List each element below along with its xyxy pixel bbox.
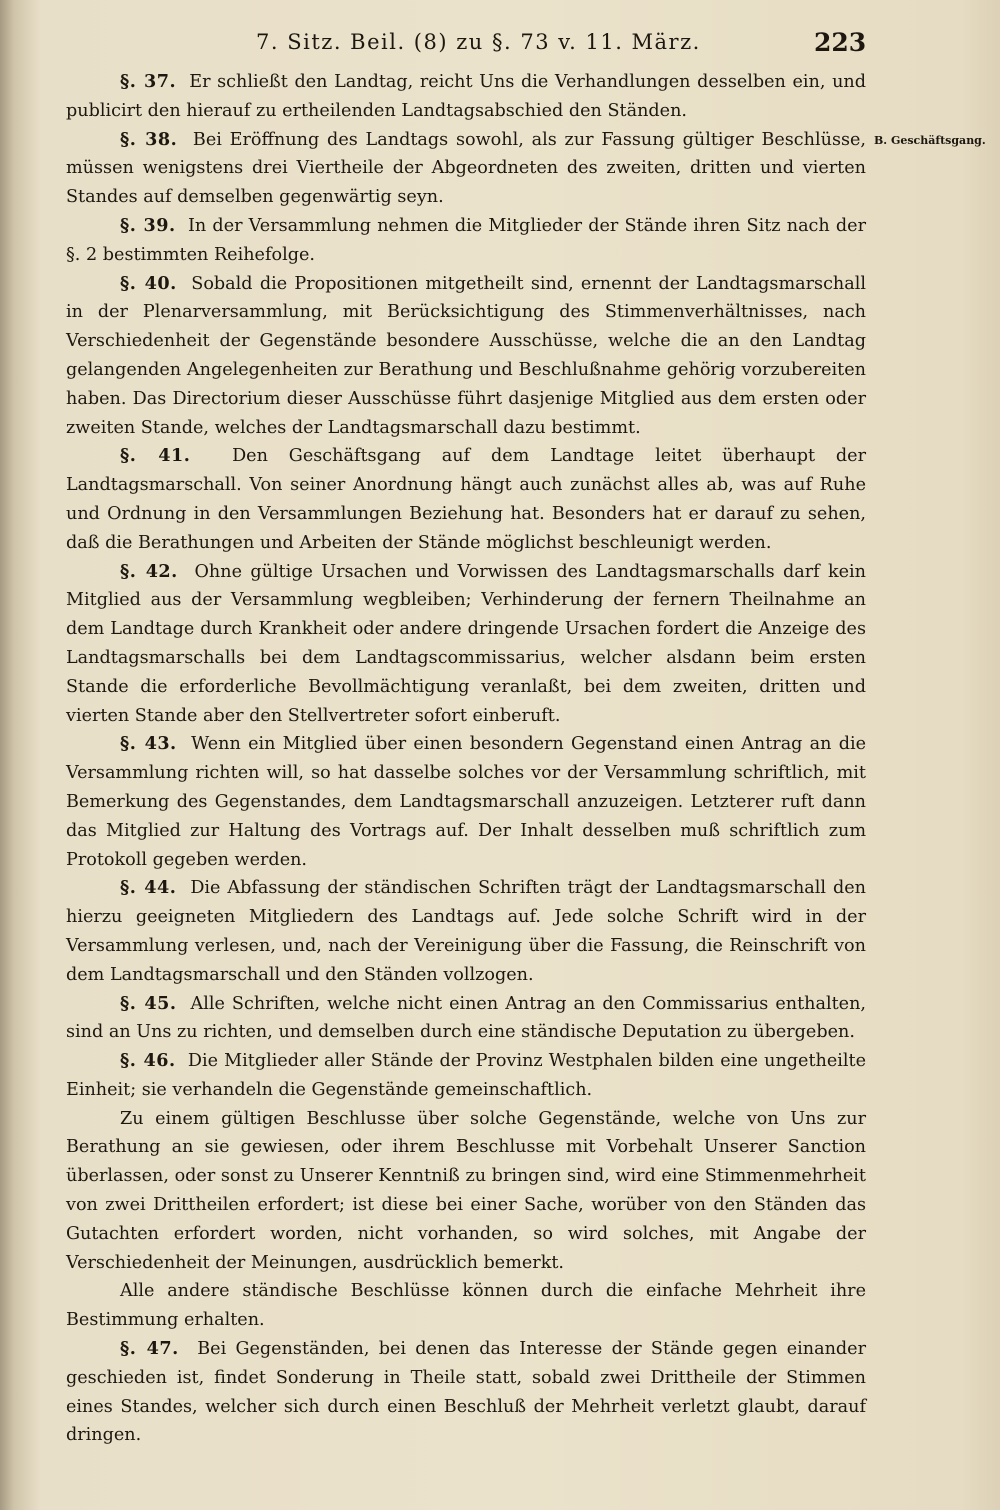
paragraph-text: Alle andere ständische Beschlüsse können durch die einfache Mehrheit ihre Bestimmung erhalten. bbox=[66, 1281, 866, 1331]
paragraph-text: Alle Schriften, welche nicht einen Antrag an den Commissarius enthalten, sind an Uns zu richten, und demselben durch eine ständische Deputation zu übergeben. bbox=[66, 993, 867, 1043]
paragraph-42 bbox=[66, 558, 866, 731]
paragraph-number: §. 38. bbox=[120, 128, 178, 150]
page-header bbox=[0, 30, 1000, 62]
paragraph-text: Bei Eröffnung des Landtags sowohl, als zur Fassung gültiger Beschlüsse, müssen wenigstens drei Viertheile der Abgeordneten des zweiten, dritten und vierten Standes auf demselben gegenwärtig seyn. bbox=[66, 129, 867, 208]
paragraph-number: §. 42. bbox=[120, 560, 178, 582]
paragraph-number: §. 37. bbox=[120, 71, 177, 92]
paragraph-40 bbox=[66, 270, 866, 443]
paragraph-text: Den Geschäftsgang auf dem Landtage leitet überhaupt der Landtagsmarschall. Von seiner Anordnung hängt auch zunächst alles ab, was auf Ruhe und Ordnung in den Versammlungen Beziehung hat. Besonders hat er darauf zu sehen, daß die Berathungen und Arbeiten der Stände möglichst beschleunigt werden. bbox=[66, 446, 867, 553]
paragraph-number: §. 41. bbox=[120, 445, 191, 467]
paragraph-45 bbox=[66, 990, 866, 1048]
paragraph-text: Zu einem gültigen Beschlusse über solche Gegenstände, welche von Uns zur Berathung an sie gewiesen, oder ihrem Beschlusse mit Vorbehalt Unserer Sanction überlassen, oder sonst zu Unserer Kenntniß zu bringen sind, wird eine Stimmenmehrheit von zwei Drittheilen erfordert; ist diese bei einer Sache, worüber von den Ständen das Gutachten erfordert worden, nicht vorhanden, so wird solches, mit Angabe der Verschiedenheit der Meinungen, ausdrücklich bemerkt. bbox=[66, 1108, 866, 1273]
paragraph-text: In der Versammlung nehmen die Mitglieder der Stände ihren Sitz nach der §. 2 bestimmten Reihefolge. bbox=[66, 215, 866, 265]
paragraph-text: Er schließt den Landtag, reicht Uns die Verhandlungen desselben ein, und publicirt den hierauf zu ertheilenden Landtagsabschied den Ständen. bbox=[66, 72, 866, 121]
paragraph-number: §. 44. bbox=[120, 877, 177, 899]
paragraph-38 bbox=[66, 126, 866, 212]
paragraph-number: §. 39. bbox=[120, 214, 176, 236]
paragraph-46 bbox=[66, 1047, 866, 1105]
paragraph-text: Die Abfassung der ständischen Schriften trägt der Landtagsmarschall den hierzu geeigneten Mitgliedern des Landtags auf. Jede solche Schrift wird in der Versammlung verlesen, und, nach der Vereinigung über die Fassung, die Reinschrift von dem Landtagsmarschall und den Ständen vollzogen. bbox=[66, 878, 867, 985]
paragraph-46-final bbox=[66, 1277, 866, 1335]
paragraph-text: Sobald die Propositionen mitgetheilt sind, ernennt der Landtagsmarschall in der Plenarversammlung, mit Berücksichtigung des Stimmenverhältnisses, nach Verschiedenheit der Gegenstände besondere Ausschüsse, welche die an den Landtag gelangenden Angelegenheiten zur Berathung und Beschlußnahme gehörig vorzubereiten haben. Das Directorium dieser Ausschüsse führt dasjenige Mitglied aus dem ersten oder zweiten Stande, welches der Landtagsmarschall dazu bestimmt. bbox=[66, 273, 866, 438]
paragraph-number: §. 46. bbox=[120, 1050, 176, 1072]
paragraph-number: §. 40. bbox=[120, 272, 177, 294]
paragraph-text: Die Mitglieder aller Stände der Provinz Westphalen bilden eine ungetheilte Einheit; sie verhandeln die Gegenstände gemeinschaftlich. bbox=[66, 1051, 867, 1100]
paragraph-text: Ohne gültige Ursachen und Vorwissen des Landtagsmarschalls darf kein Mitglied aus der Versammlung wegbleiben; Verhinderung der fernern Theilnahme an dem Landtage durch Krankheit oder andere dringende Ursachen fordert die Anzeige des Landtagsmarschalls bei dem Landtagscommissarius, welcher alsdann beim ersten Stande die erforderliche Bevollmächtigung veranlaßt, bei dem zweiten, dritten und vierten Stande aber den Stellvertreter sofort einberuft. bbox=[66, 561, 867, 726]
body-text bbox=[66, 68, 866, 1450]
paragraph-44 bbox=[66, 874, 866, 989]
paragraph-number: §. 43. bbox=[120, 733, 177, 755]
page-number: 223 bbox=[814, 28, 867, 57]
paragraph-41 bbox=[66, 442, 866, 557]
paragraph-number: §. 45. bbox=[120, 992, 177, 1014]
paragraph-text: Wenn ein Mitglied über einen besondern Gegenstand einen Antrag an die Versammlung richten will, so hat dasselbe solches vor der Versammlung schriftlich, mit Bemerkung des Gegenstandes, dem Landtagsmarschall anzuzeigen. Letzterer ruft dann das Mitglied zur Haltung des Vortrags auf. Der Inhalt desselben muß schriftlich zum Protokoll gegeben werden. bbox=[66, 734, 866, 870]
paragraph-text: Bei Gegenständen, bei denen das Interesse der Stände gegen einander geschieden ist, findet Sonderung in Theile statt, sobald zwei Drittheile der Stimmen eines Standes, welcher sich durch einen Beschluß der Mehrheit verletzt glaubt, darauf dringen. bbox=[66, 1339, 866, 1446]
paragraph-number: §. 47. bbox=[120, 1338, 179, 1360]
paragraph-46-continued bbox=[66, 1105, 866, 1278]
paragraph-37 bbox=[66, 68, 866, 126]
paragraph-39 bbox=[66, 212, 866, 270]
paragraph-43 bbox=[66, 730, 866, 874]
paragraph-47 bbox=[66, 1335, 866, 1450]
margin-note: B. Geschäftsgang. bbox=[874, 134, 986, 147]
running-head: 7. Sitz. Beil. (8) zu §. 73 v. 11. März. bbox=[256, 30, 701, 54]
